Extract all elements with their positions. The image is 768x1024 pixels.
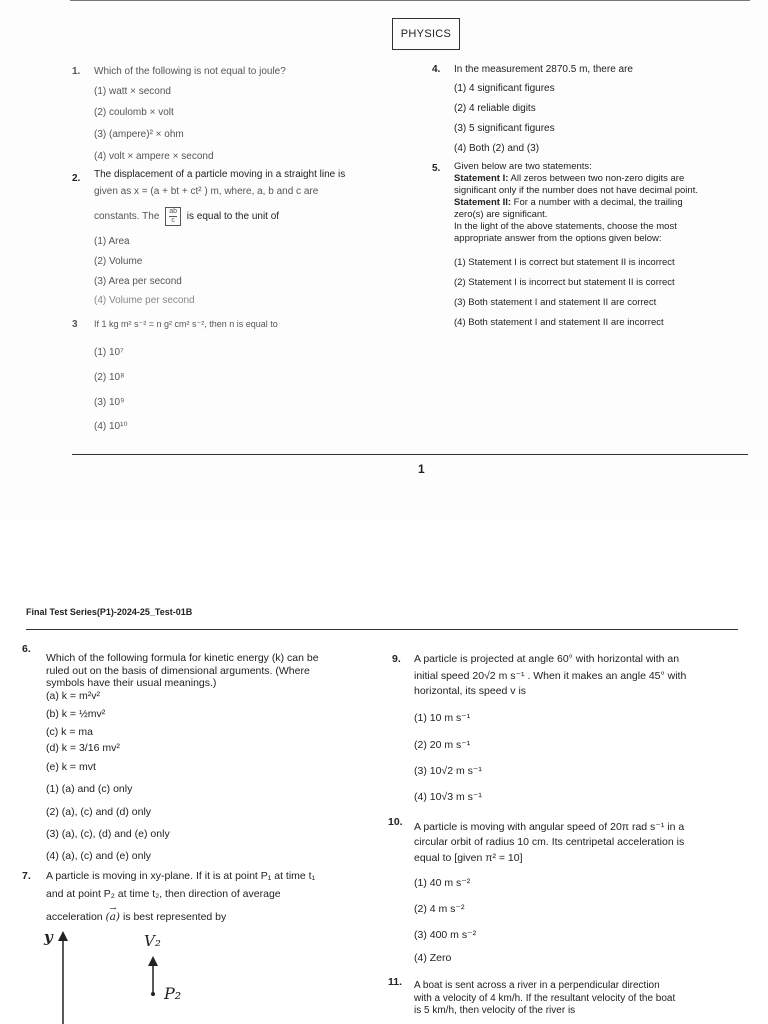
q7-line-2: and at point P₂ at time t₂, then direction of average [46, 888, 281, 900]
q6-item-c: (c) k = ma [46, 726, 93, 738]
q5-option-4: (4) Both statement I and statement II are incorrect [454, 317, 664, 328]
q6-item-d: (d) k = 3/16 mv² [46, 742, 120, 754]
q6-line-3: symbols have their usual meanings.) [46, 677, 217, 689]
q2-option-3: (3) Area per second [94, 276, 182, 287]
q9-option-3: (3) 10√2 m s⁻¹ [414, 765, 482, 777]
q1-option-4: (4) volt × ampere × second [94, 151, 214, 162]
q6-number: 6. [22, 643, 31, 655]
q2-option-1: (1) Area [94, 236, 130, 247]
q3-option-2: (2) 10⁸ [94, 372, 125, 383]
q7-accel-symbol: ( → a) [105, 904, 121, 923]
q2-fraction-den: c [171, 217, 175, 224]
q5-statement-1b: significant only if the number does not have decimal point. [454, 185, 698, 196]
q10-option-3: (3) 400 m s⁻² [414, 929, 477, 941]
q7-vector-letter: a [109, 911, 116, 923]
q4-option-1: (1) 4 significant figures [454, 83, 555, 94]
q2-option-2: (2) Volume [94, 256, 143, 267]
q1-text: Which of the following is not equal to joule? [94, 66, 286, 77]
q2-line-3-start: constants. The [94, 211, 160, 223]
q3-option-1: (1) 10⁷ [94, 347, 124, 358]
q2-fraction-box [165, 207, 181, 226]
q3-number: 3 [72, 319, 78, 330]
q5-light-b: appropriate answer from the options given below: [454, 233, 662, 244]
q11-number: 11. [388, 976, 403, 988]
q10-line-2: circular orbit of radius 10 cm. Its centripetal acceleration is [414, 836, 685, 848]
q5-statement-2 [454, 197, 742, 209]
q9-line-2: initial speed 20√2 m s⁻¹ . When it makes an angle 45° with [414, 670, 687, 682]
q9-option-1: (1) 10 m s⁻¹ [414, 712, 471, 724]
q9-option-4: (4) 10√3 m s⁻¹ [414, 791, 482, 803]
q5-option-1: (1) Statement I is correct but statement II is incorrect [454, 257, 675, 268]
q10-option-1: (1) 40 m s⁻² [414, 877, 471, 889]
q6-line-2: ruled out on the basis of dimensional arguments. (Where [46, 665, 310, 677]
q6-option-3: (3) (a), (c), (d) and (e) only [46, 828, 170, 840]
q9-number: 9. [392, 653, 401, 665]
q4-option-2: (2) 4 reliable digits [454, 103, 536, 114]
page-1-footer-rule [72, 454, 748, 455]
q6-item-b: (b) k = ½mv² [46, 708, 106, 720]
q5-intro: Given below are two statements: [454, 161, 592, 172]
q7-line-1: A particle is moving in xy-plane. If it is at point P₁ at time t₁ [46, 870, 316, 882]
q4-text: In the measurement 2870.5 m, there are [454, 64, 633, 75]
q10-option-2: (2) 4 m s⁻² [414, 903, 465, 915]
subject-badge [392, 18, 460, 50]
q7-vector-arrow: → [109, 904, 117, 913]
page-number: 1 [418, 462, 425, 476]
q5-statement-2b: zero(s) are significant. [454, 209, 548, 220]
q2-fraction-num: ab [169, 208, 177, 215]
test-header: Final Test Series(P1)-2024-25_Test-01B [26, 607, 193, 617]
q1-option-2: (2) coulomb × volt [94, 107, 174, 118]
q5-s2-a: For a number with a decimal, the trailing [513, 197, 683, 208]
subject-label: PHYSICS [400, 28, 452, 40]
q5-s1-a: All zeros between two non-zero digits are [510, 173, 685, 184]
q10-line-1: A particle is moving with angular speed of 20π rad s⁻¹ in a [414, 821, 685, 833]
q2-line-1: The displacement of a particle moving in a straight line is [94, 169, 346, 180]
q6-option-1: (1) (a) and (c) only [46, 783, 133, 795]
q3-option-4: (4) 10¹⁰ [94, 421, 128, 432]
q4-option-4: (4) Both (2) and (3) [454, 143, 540, 154]
q2-line-2: given as x = (a + bt + ct² ) m, where, a, b and c are [94, 186, 319, 197]
figure-v2-label: V₂ [144, 932, 161, 950]
figure-v2-arrow [146, 956, 160, 996]
q4-number: 4. [432, 64, 441, 75]
q9-option-2: (2) 20 m s⁻¹ [414, 739, 471, 751]
q7-number: 7. [22, 870, 31, 882]
q10-line-3: equal to [given π² = 10] [414, 852, 523, 864]
q7-line-3a: acceleration [46, 911, 103, 923]
figure-y-axis [56, 930, 72, 1024]
q3-option-3: (3) 10⁹ [94, 397, 125, 408]
header-rule [26, 629, 738, 630]
q5-option-2: (2) Statement I is incorrect but statement II is correct [454, 277, 675, 288]
q11-line-1: A boat is sent across a river in a perpendicular direction [414, 980, 660, 991]
q10-option-4: (4) Zero [414, 952, 452, 964]
q1-number: 1. [72, 66, 81, 77]
q2-number: 2. [72, 173, 81, 184]
q2-line-3 [94, 207, 279, 226]
q7-vector-a [109, 904, 117, 924]
q5-number: 5. [432, 163, 441, 174]
top-rule [70, 0, 750, 1]
q5-option-3: (3) Both statement I and statement II are correct [454, 297, 657, 308]
q1-option-1: (1) watt × second [94, 86, 171, 97]
q4-option-3: (3) 5 significant figures [454, 123, 555, 134]
q6-line-1: Which of the following formula for kinetic energy (k) can be [46, 652, 319, 664]
q11-line-2: with a velocity of 4 km/h. If the resultant velocity of the boat [414, 993, 676, 1004]
q9-line-3: horizontal, its speed v is [414, 685, 527, 697]
q6-item-e: (e) k = mvt [46, 761, 96, 773]
q6-option-2: (2) (a), (c) and (d) only [46, 806, 152, 818]
q5-light-a: In the light of the above statements, choose the most [454, 221, 677, 232]
q2-line-3-end: is equal to the unit of [186, 211, 280, 223]
q6-item-a: (a) k = m²v² [46, 690, 100, 702]
q7-line-3 [46, 904, 366, 924]
figure-p2-label: P₂ [164, 984, 182, 1003]
figure-y-label: y [44, 928, 53, 946]
q3-text: If 1 kg m² s⁻² = n g² cm² s⁻², then n is equal to [94, 319, 278, 329]
q9-line-1: A particle is projected at angle 60° with horizontal with an [414, 653, 680, 665]
q6-option-4: (4) (a), (c) and (e) only [46, 850, 152, 862]
q5-statement-1 [454, 173, 742, 185]
q11-line-3: is 5 km/h, then velocity of the river is [414, 1005, 576, 1016]
q10-number: 10. [388, 816, 403, 828]
q2-option-4: (4) Volume per second [94, 295, 195, 306]
q7-line-3c: is best represented by [122, 911, 227, 923]
q5-s1-label: Statement I: [454, 173, 509, 184]
q5-s2-label: Statement II: [454, 197, 512, 208]
q1-option-3: (3) (ampere)² × ohm [94, 129, 184, 140]
